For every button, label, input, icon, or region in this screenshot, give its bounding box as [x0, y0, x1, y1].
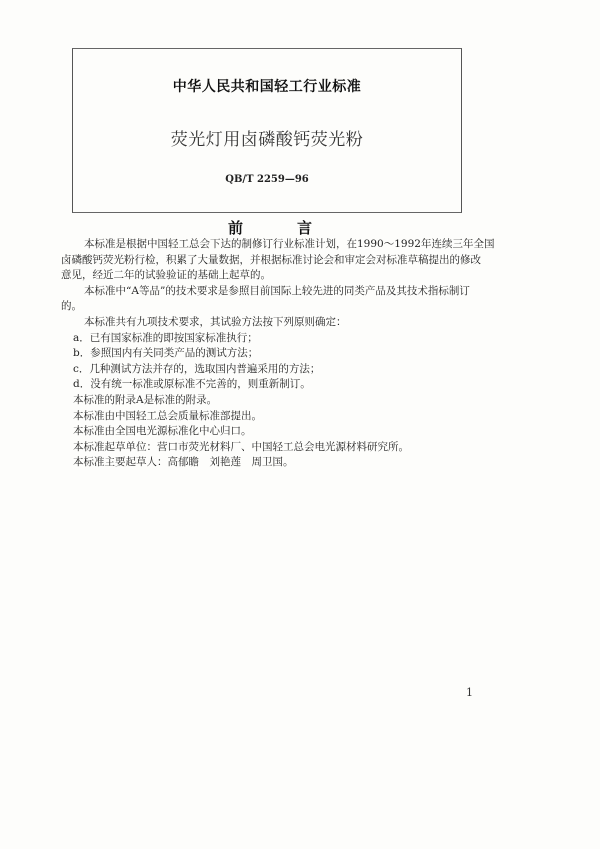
list-item: c．几种测试方法并存的，选取国内普遍采用的方法；	[73, 362, 321, 375]
text-line: 本标准主要起草人：高郁瞻 刘艳莲 周卫国。	[73, 456, 294, 469]
list-item: a．已有国家标准的即按国家标准执行；	[73, 331, 258, 344]
standard-title: 荧光灯用卤磷酸钙荧光粉	[170, 130, 364, 150]
page-number: 1	[466, 686, 473, 699]
text-line: 本标准的附录A是标准的附录。	[73, 393, 218, 406]
list-item: d．没有统一标准或原标准不完善的，则重新制订。	[73, 378, 311, 391]
text-line: 本标准由全国电光源标准化中心归口。	[73, 425, 252, 438]
text-line: 的。	[61, 300, 82, 313]
heading-char: 前	[228, 219, 244, 237]
text-line: 意见，经近二年的试验验证的基础上起草的。	[61, 269, 271, 282]
cover-box	[72, 48, 462, 213]
text-line: 本标准由中国轻工总会质量标准部提出。	[73, 409, 262, 422]
list-item: b．参照国内有关同类产品的测试方法；	[73, 347, 259, 360]
text-line: 卤磷酸钙荧光粉行检，积累了大量数据，并根据标准讨论会和审定会对标准草稿提出的修改	[61, 253, 481, 266]
heading-char: 言	[296, 219, 312, 237]
foreword-body	[61, 237, 531, 471]
text-line: 本标准是根据中国轻工总会下达的制修订行业标准计划，在1990～1992年连续三年全国	[84, 238, 495, 250]
foreword-heading	[228, 217, 312, 238]
text-line: 本标准中“A等品”的技术要求是参照目前国际上较先进的同类产品及其技术指标制订	[84, 284, 470, 297]
issuing-organization: 中华人民共和国轻工行业标准	[172, 79, 362, 95]
standard-code: QB/T 2259—96	[225, 174, 309, 185]
text-line: 本标准共有九项技术要求，其试验方法按下列原则确定：	[84, 315, 347, 328]
text-line: 本标准起草单位：营口市荧光材料厂、中国轻工总会电光源材料研究所。	[73, 440, 409, 453]
